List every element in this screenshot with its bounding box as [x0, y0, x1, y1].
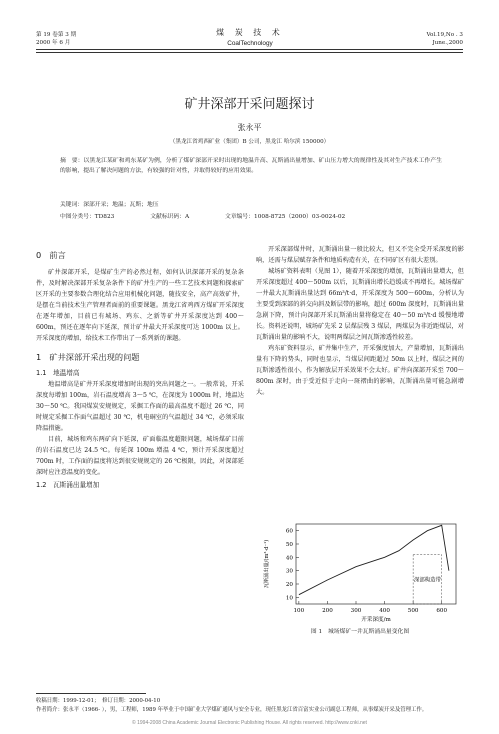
gas-paragraph-2: 城场矿资料表明（见图 1），随着开采深度的增加，瓦斯涌出量增大，但开采深度超过 400～500m 以后，瓦斯涌出增长趋缓或不再增长。城场煤矿一井最大瓦斯涌出量达到 66m³/t·d，开采深度为 500～600m，分析认为主要受到深部的斜交向斜及断层带的影响，超过 600m 深度时，瓦斯涌出量急剧下降，预计向深部开采瓦斯涌出量将稳定在 40～50 m³/t·d 缓慢地增长。资料还说明，城场矿先采 2 层煤层残 3 煤层，两煤层为非近距煤层，对瓦斯涌出量的影响不大，说明两煤层之间瓦斯渗透性较差。	[256, 268, 464, 341]
article-title: 矿井深部开采问题探讨	[184, 97, 315, 112]
y-axis-ticks	[286, 529, 299, 602]
x-tick-label: 600	[436, 608, 448, 614]
footnote	[36, 697, 466, 715]
intro-paragraph: 矿井深部开采，是煤矿生产的必然过程，如何认识深部开采的复杂条件，及时解决深部开采复杂条件下的矿井生产的一些工艺技术问题和探索矿区开采的主要参数合理化结合应用机械化问题，随技安全，高产高效矿井，是摆在当前技术生产管理者面前的重要课题。黑龙江省鸡西方煤矿开采深度在逐年增加，目前已有城场、鸡东、之新等矿井开采深度达到 400～600m，预还在逐年向下延深，预计矿井最大开采深度可达 1000m 以上。开采深度的增加，给技术工作带出了一系列新的课题。	[36, 269, 244, 342]
section-heading-problems: 1 矿井深部开采出现的问题	[36, 352, 140, 362]
article-number: 文章编号：1008-8725（2000）03-0024-02	[225, 214, 346, 220]
journal-name-en: CoalTechnology	[227, 40, 273, 47]
y-tick-label: 40	[285, 555, 293, 562]
gas-emission-chart	[256, 520, 464, 624]
x-tick-label: 300	[350, 608, 362, 614]
x-axis-ticks	[294, 601, 448, 614]
subsection-heading-temperature: 1.1 地温增高	[36, 369, 80, 377]
x-tick-label: 200	[322, 608, 333, 614]
x-tick-label: 100	[293, 608, 305, 614]
x-axis-label: 开采深度/m	[361, 617, 391, 623]
journal-name	[205, 27, 295, 47]
right-column	[256, 244, 464, 398]
gas-emission-line	[299, 525, 449, 594]
received-dates: 收稿日期：1999-12-01； 修订日期：2000-04-10	[36, 698, 161, 704]
issue-date-en: June.,2000	[432, 40, 463, 46]
structure-zone-label: 深部构造带	[413, 577, 441, 584]
footnote-rule	[36, 693, 146, 694]
y-tick-label: 50	[285, 542, 293, 548]
y-tick-label: 30	[285, 568, 293, 575]
class-number: 中图分类号：TD823	[60, 214, 115, 220]
temperature-paragraph-2: 目前，城场和鸡东两矿向下延深，矿面临温度超限问题，城场煤矿目前的岩石温度已达 24.5 ℃。每延深 100m 增温 4 ℃，预计开采深度超过 700m 时，工作面的温度将达到很安规规定的 26 ℃极限，因此，对深部延深时应注意温度的变化。	[36, 436, 244, 476]
subsection-heading-gas: 1.2 瓦斯涌出量增加	[36, 481, 100, 489]
volume-issue-en: Vol.19,No . 3	[426, 32, 463, 38]
article-author: 张永平	[237, 123, 262, 132]
keywords: 关键词：深部开采；地温；瓦斯；地压	[60, 202, 159, 208]
copyright-line: © 1994-2008 China Academic Journal Electronic Publishing House. All rights reserved. http://www.cnki.net	[132, 720, 367, 726]
figure-caption: 图 1 城场煤矿一井瓦斯涌出量变化图	[310, 629, 410, 635]
plot-frame	[296, 524, 456, 604]
left-column	[36, 250, 244, 491]
x-tick-label: 400	[379, 608, 390, 614]
classification-line	[60, 211, 442, 220]
abstract: 摘 要：以黑龙江某矿和鸡东某矿为例，分析了煤矿深部开采时出现的地温升高、瓦斯涌出量增加、矿山压力增大的规律性及其对生产技术工作产生的影响，提出了解决问题的方法，有较强的针对性，并取得较好的应用效果。	[60, 158, 442, 175]
y-tick-label: 10	[285, 595, 293, 602]
header-right	[426, 31, 463, 47]
header-rule	[36, 49, 463, 50]
author-bio: 作者简介：张永平（1966- ），男，工程师，1989 年毕业于中国矿业大学煤矿通风与安全专业，现任黑龙江省百富实业公司副总工程师，从事煤炭开采及管理工作。	[36, 707, 428, 713]
y-tick-label: 20	[285, 582, 293, 588]
x-tick-label: 500	[407, 608, 419, 614]
header-left	[36, 31, 76, 47]
journal-name-cn: 煤 炭 技 术	[216, 28, 284, 37]
y-axis-label: 瓦斯涌出量/(m³·d⁻¹)	[264, 539, 270, 589]
document-code: 文献标识码：A	[150, 214, 190, 220]
gas-paragraph-1: 开采深部煤井时，瓦斯涌出量一般比较大，但又不完全受开采深度的影响，还需与煤层赋存条件和地质构造有关，在不同矿区有很大差别。	[256, 246, 464, 264]
y-tick-label: 60	[285, 528, 293, 535]
temperature-paragraph-1: 地温增高是矿井开采深度增加时出现的突出问题之一。一般常说，开采深度每增加 100m，岩石温度增高 3～5 ℃，在深度为 1000m 时，地温达 30～50 ℃。我国煤炭安规规定，采掘工作面的最高温度不超过 26 ℃，同时规定采掘工作面气温超过 30 ℃，机电硐室的气温超过 34 ℃，必须采取降温措施。	[36, 381, 244, 432]
gas-paragraph-3: 鸡东矿资料显示，矿井集中生产，开采强度加大，产量增加，瓦斯涌出量有下降的势头，同时也显示，当煤层间距超过 50m 以上时，煤层之间的瓦斯渗透性很小，作为解放层开采效果不会太好。矿井向深部开采至 700～800m 深时，由于受近似于走向一斑褶曲的影响，瓦斯涌出量可能急剧增大。	[256, 345, 464, 396]
header-rule-thin	[36, 52, 463, 53]
issue-date: 2000 年 6 月	[36, 40, 71, 46]
volume-issue: 第 19 卷第 3 期	[36, 32, 77, 38]
section-heading-intro: 0 前言	[36, 250, 66, 260]
author-affiliation: （黑龙江省鸡西矿业（集团）B 公司，黑龙江 哈尔滨 150000）	[169, 139, 330, 145]
